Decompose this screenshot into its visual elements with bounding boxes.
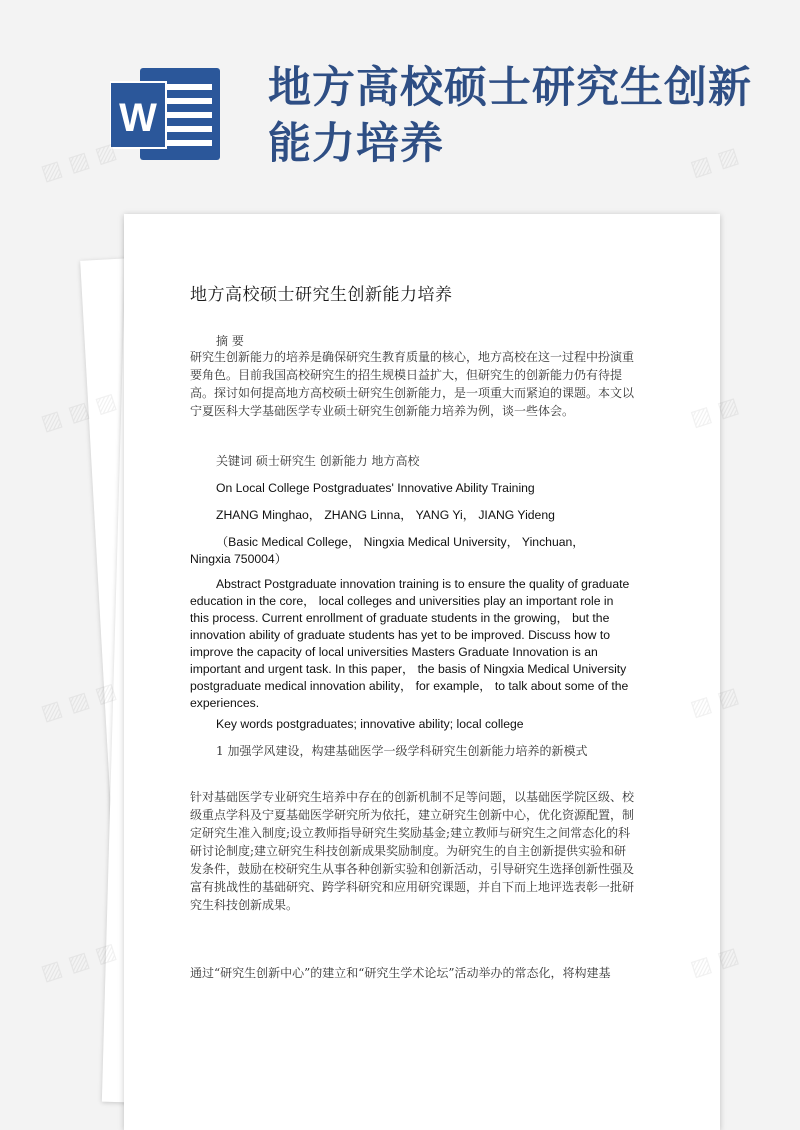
watermark: ▨	[714, 943, 742, 974]
paper-title: 地方高校硕士研究生创新能力培养	[190, 285, 453, 305]
section-1-body: 针对基础医学专业研究生培养中存在的创新机制不足等问题，以基础医学院区级、校级重点学科及宁夏基础医学研究所为依托，建立研究生创新中心，优化资源配置，制定研究生准入制度;设立教师指导研究生奖励基金;建立教师与研究生之间常态化的科研讨论制度;建立研究生科技创新成果奖励制度。为研究生的自主创新提供实验和研发条件，鼓励在校研究生从事各种创新实验和创新活动，引导研究生选择创新性强及富有挑战性的基础研究、跨学科研究和应用研究课题，并自下而上地评选表彰一批研究生科技创新成果。	[190, 790, 635, 912]
document-page	[124, 214, 720, 1130]
english-title: On Local College Postgraduates' Innovative Ability Training	[216, 481, 535, 495]
abstract-en: Abstract Postgraduate innovation training is to ensure the quality of graduate education in the core， local colleges and universities play an important role in this process. Current enrollment of graduate students in the growing， but the innovation ability of graduate students has yet to be improved. Discuss how to improve the capacity of local universities Masters Graduate Innovation is an important and urgent task. In this paper， the basis of Ningxia Medical University postgraduate medical innovation ability， for example， to talk about some of the experiences.	[190, 577, 630, 710]
keywords-en: Key words postgraduates; innovative ability; local college	[216, 717, 524, 731]
svg-text:W: W	[119, 96, 157, 140]
watermark: ▨ ▨ ▨	[38, 938, 120, 987]
watermark: ▨	[714, 393, 742, 424]
watermark: ▨ ▨ ▨	[38, 678, 120, 727]
abstract-heading: 摘 要	[216, 334, 244, 348]
authors: ZHANG Minghao， ZHANG Linna， YANG Yi， JIANG Yideng	[216, 508, 555, 522]
watermark: ▨ ▨	[687, 143, 742, 182]
abstract-zh: 研究生创新能力的培养是确保研究生教育质量的核心，地方高校在这一过程中扮演重要角色。目前我国高校研究生的招生规模日益扩大，但研究生的创新能力仍有待提高。探讨如何提高地方高校硕士研究生创新能力，是一项重大而紧迫的课题。本文以宁夏医科大学基础医学专业硕士研究生创新能力培养为例，谈一些体会。	[190, 350, 635, 418]
keywords-zh: 关键词 硕士研究生 创新能力 地方高校	[216, 454, 420, 468]
section-1-heading: 1 加强学风建设，构建基础医学一级学科研究生创新能力培养的新模式	[216, 744, 588, 758]
watermark: ▨ ▨ ▨	[38, 388, 120, 437]
watermark: ▨	[714, 683, 742, 714]
document-title: 地方高校硕士研究生创新能力培养	[268, 63, 752, 169]
trailing-paragraph: 通过“研究生创新中心”的建立和“研究生学术论坛”活动举办的常态化，将构建基	[190, 966, 611, 980]
watermark: ▨ ▨ ▨	[38, 138, 120, 187]
affiliation: （Basic Medical College， Ningxia Medical University， Yinchuan，Ningxia 750004）	[190, 535, 585, 566]
word-document-icon	[110, 68, 220, 160]
